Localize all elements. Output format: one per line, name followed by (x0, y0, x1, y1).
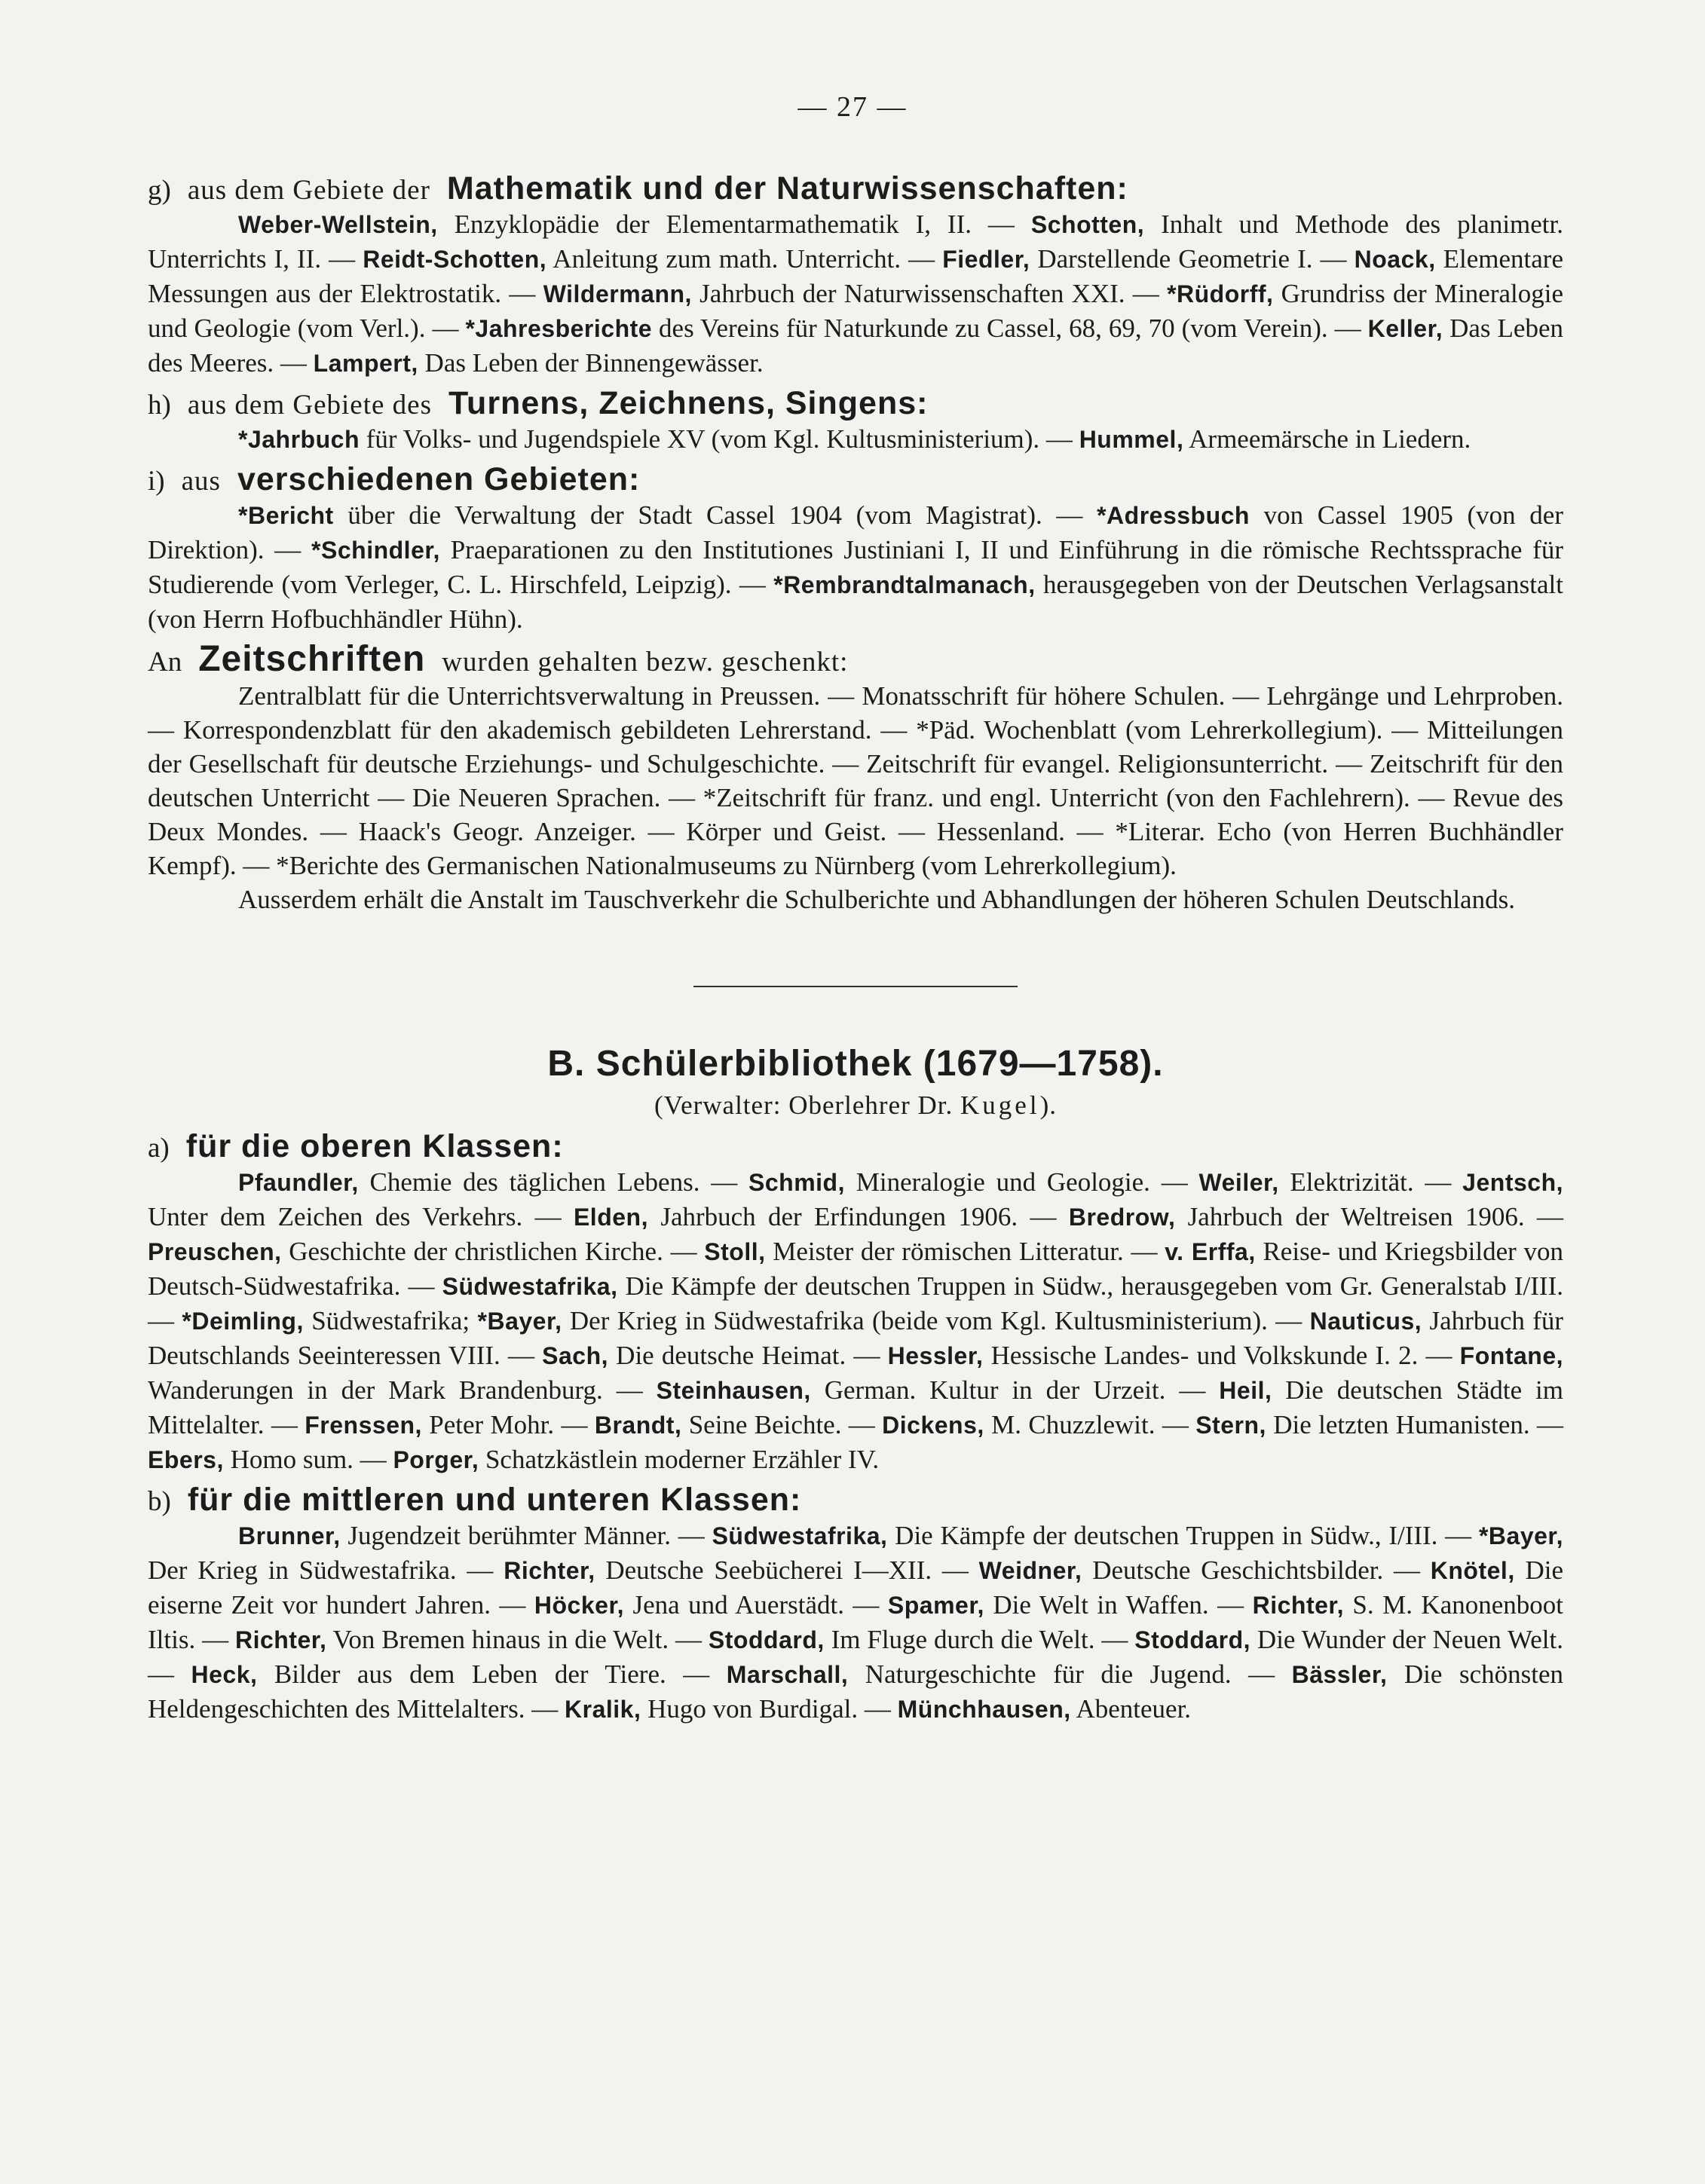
author-name: Noack, (1354, 246, 1436, 273)
author-name: Schmid, (748, 1169, 845, 1196)
subtitle-name: Kugel (960, 1090, 1040, 1120)
heading-label: An (148, 647, 182, 678)
heading-topic: für die oberen Klassen: (185, 1128, 564, 1164)
heading-h (148, 387, 1563, 422)
author-name: Weidner, (978, 1557, 1082, 1584)
heading-label: a) (148, 1133, 170, 1164)
entries-i: *Bericht über die Verwaltung der Stadt Cassel 1904 (vom Magistrat). — *Adressbuch von Cassel 1905 (von der Direktion). — *Schindler, Praeparationen zu den Institutiones Justiniani I, II und Einführung in die römische Rechtssprache für Studierende (vom Verleger, C. L. Hirschfeld, Leipzig). — *Rembrandtalmanach, herausgegeben von der Deutschen Verlagsanstalt (von Herrn Hofbuchhändler Hühn). (148, 500, 1563, 634)
heading-topic: verschiedenen Gebieten: (237, 461, 641, 497)
subtitle-prefix: (Verwalter: Oberlehrer Dr. (654, 1090, 961, 1120)
author-name: Keller, (1367, 315, 1443, 342)
entries-h: *Jahrbuch für Volks- und Jugendspiele XV (vom Kgl. Kultusministerium). — Hummel, Armeemärsche in Liedern. (238, 424, 1471, 454)
author-name: *Jahrbuch (238, 426, 360, 453)
section-title: B. Schülerbibliothek (1679—1758). (547, 1044, 1164, 1084)
heading-b (148, 1483, 1563, 1519)
heading-intro: wurden gehalten bezw. geschenkt: (442, 647, 849, 678)
author-name: Knötel, (1430, 1557, 1515, 1584)
heading-g (148, 172, 1563, 207)
author-name: Hummel, (1079, 426, 1184, 453)
author-name: Sach, (542, 1342, 608, 1369)
heading-topic: Mathematik und der Naturwissenschaften: (446, 170, 1128, 206)
author-name: Stoll, (704, 1238, 766, 1265)
author-name: *Rüdorff, (1167, 280, 1274, 307)
author-name: *Bayer, (1478, 1522, 1563, 1549)
author-name: Reidt-Schotten, (363, 246, 547, 273)
author-name: Preuschen, (148, 1238, 282, 1265)
author-name: v. Erffa, (1165, 1238, 1256, 1265)
heading-intro: aus dem Gebiete der (187, 175, 430, 206)
author-name: Marschall, (726, 1661, 849, 1688)
author-name: Heil, (1219, 1377, 1272, 1404)
author-name: Porger, (393, 1446, 479, 1473)
subtitle-suffix: ). (1039, 1090, 1057, 1120)
author-name: Südwestafrika, (442, 1273, 618, 1300)
author-name: Kralik, (565, 1696, 641, 1723)
author-name: Stern, (1195, 1412, 1266, 1439)
author-name: Richter, (234, 1626, 327, 1653)
heading-label: h) (148, 390, 171, 421)
author-name: Richter, (1252, 1592, 1344, 1619)
heading-topic: Zeitschriften (198, 639, 426, 679)
author-name: *Bayer, (477, 1308, 562, 1335)
author-name: Frenssen, (305, 1412, 422, 1439)
author-name: Bässler, (1291, 1661, 1388, 1688)
section-subtitle (148, 1088, 1563, 1122)
author-name: Weiler, (1198, 1169, 1279, 1196)
body-text (148, 166, 1563, 1727)
author-name: *Schindler, (311, 537, 440, 564)
author-name: Pfaundler, (238, 1169, 359, 1196)
zeitschriften-note: Ausserdem erhält die Anstalt im Tauschverkehr die Schulberichte und Abhandlungen der höheren Schulen Deutschlands. (238, 885, 1515, 914)
author-name: Südwestafrika, (712, 1522, 888, 1549)
author-name: Nauticus, (1309, 1308, 1422, 1335)
heading-intro: aus dem Gebiete des (187, 390, 432, 421)
entries-a: Pfaundler, Chemie des täglichen Lebens. — Schmid, Mineralogie und Geologie. — Weiler, Elektrizität. — Jentsch, Unter dem Zeichen des Verkehrs. — Elden, Jahrbuch der Erfindungen 1906. — Bredrow, Jahrbuch der Weltreisen 1906. — Preuschen, Geschichte der christlichen Kirche. — Stoll, Meister der römischen Litteratur. — v. Erffa, Reise- und Kriegsbilder von Deutsch-Südwestafrika. — Südwestafrika, Die Kämpfe der deutschen Truppen in Südw., herausgegeben vom Gr. Generalstab I/III. — *Deimling, Südwestafrika; *Bayer, Der Krieg in Südwestafrika (beide vom Kgl. Kultusministerium). — Nauticus, Jahrbuch für Deutschlands Seeinteressen VIII. — Sach, Die deutsche Heimat. — Hessler, Hessische Landes- und Volkskunde I. 2. — Fontane, Wanderungen in der Mark Brandenburg. — Steinhausen, German. Kultur in der Urzeit. — Heil, Die deutschen Städte im Mittelalter. — Frenssen, Peter Mohr. — Brandt, Seine Beichte. — Dickens, M. Chuzzlewit. — Stern, Die letzten Humanisten. — Ebers, Homo sum. — Porger, Schatzkästlein moderner Erzähler IV. (148, 1167, 1564, 1474)
author-name: Wildermann, (543, 280, 692, 307)
author-name: Münchhausen, (897, 1696, 1071, 1723)
author-name: Lampert, (313, 350, 418, 377)
zeitschriften-list: Zentralblatt für die Unterrichtsverwaltung in Preussen. — Monatsschrift für höhere Schulen. — Lehrgänge und Lehrproben. — Korrespondenzblatt für den akademisch gebildeten Lehrerstand. — *Päd. Wochenblatt (vom Lehrerkollegium). — Mitteilungen der Gesellschaft für deutsche Erziehungs- und Schulgeschichte. — Zeitschrift für evangel. Religionsunterricht. — Zeitschrift für den deutschen Unterricht — Die Neueren Sprachen. — *Zeitschrift für franz. und engl. Unterricht (von den Fachlehrern). — Revue des Deux Mondes. — Haack's Geogr. Anzeiger. — Körper und Geist. — Hessenland. — *Literar. Echo (von Herren Buchhändler Kempf). — *Berichte des Germanischen Nationalmuseums zu Nürnberg (vom Lehrerkollegium). (148, 681, 1563, 880)
author-name: *Adressbuch (1097, 502, 1250, 529)
heading-label: g) (148, 175, 171, 206)
heading-zeitschriften (148, 639, 1563, 679)
author-name: Weber-Wellstein, (238, 211, 438, 238)
heading-i (148, 463, 1563, 498)
author-name: Höcker, (534, 1592, 625, 1619)
heading-a (148, 1130, 1563, 1165)
section-divider (693, 986, 1018, 987)
author-name: Jentsch, (1462, 1169, 1563, 1196)
heading-label: i) (148, 466, 165, 497)
author-name: Steinhausen, (656, 1377, 811, 1404)
author-name: *Jahresberichte (465, 315, 653, 342)
author-name: Fontane, (1459, 1342, 1563, 1369)
author-name: Heck, (191, 1661, 258, 1688)
author-name: *Bericht (238, 502, 334, 529)
author-name: Ebers, (148, 1446, 224, 1473)
author-name: Brandt, (594, 1412, 682, 1439)
author-name: Bredrow, (1068, 1204, 1176, 1231)
author-name: Hessler, (887, 1342, 984, 1369)
author-name: Dickens, (882, 1412, 984, 1439)
entries-g: Weber-Wellstein, Enzyklopädie der Elementarmathematik I, II. — Schotten, Inhalt und Methode des planimetr. Unterrichts I, II. — Reidt-Schotten, Anleitung zum math. Unterricht. — Fiedler, Darstellende Geometrie I. — Noack, Elementare Messungen aus der Elektrostatik. — Wildermann, Jahrbuch der Naturwissenschaften XXI. — *Rüdorff, Grundriss der Mineralogie und Geologie (vom Verl.). — *Jahresberichte des Vereins für Naturkunde zu Cassel, 68, 69, 70 (vom Verein). — Keller, Das Leben des Meeres. — Lampert, Das Leben der Binnengewässer. (148, 210, 1564, 378)
author-name: Elden, (573, 1204, 648, 1231)
author-name: *Rembrandtalmanach, (773, 571, 1036, 598)
author-name: Richter, (504, 1557, 595, 1584)
author-name: Stoddard, (1134, 1626, 1251, 1653)
heading-intro: aus (181, 466, 221, 497)
heading-label: b) (148, 1486, 171, 1517)
heading-topic: Turnens, Zeichnens, Singens: (448, 385, 929, 421)
author-name: Spamer, (887, 1592, 984, 1619)
author-name: *Deimling, (182, 1308, 304, 1335)
heading-topic: für die mittleren und unteren Klassen: (187, 1482, 802, 1518)
author-name: Schotten, (1030, 211, 1145, 238)
author-name: Stoddard, (708, 1626, 825, 1653)
author-name: Brunner, (238, 1522, 341, 1549)
entries-b: Brunner, Jugendzeit berühmter Männer. — Südwestafrika, Die Kämpfe der deutschen Truppen in Südw., I/III. — *Bayer, Der Krieg in Südwestafrika. — Richter, Deutsche Seebücherei I—XII. — Weidner, Deutsche Geschichtsbilder. — Knötel, Die eiserne Zeit vor hundert Jahren. — Höcker, Jena und Auerstädt. — Spamer, Die Welt in Waffen. — Richter, S. M. Kanonenboot Iltis. — Richter, Von Bremen hinaus in die Welt. — Stoddard, Im Fluge durch die Welt. — Stoddard, Die Wunder der Neuen Welt. — Heck, Bilder aus dem Leben der Tiere. — Marschall, Naturgeschichte für die Jugend. — Bässler, Die schönsten Heldengeschichten des Mittelalters. — Kralik, Hugo von Burdigal. — Münchhausen, Abenteuer. (148, 1521, 1564, 1724)
page-number: — 27 — (797, 91, 908, 123)
author-name: Fiedler, (942, 246, 1030, 273)
